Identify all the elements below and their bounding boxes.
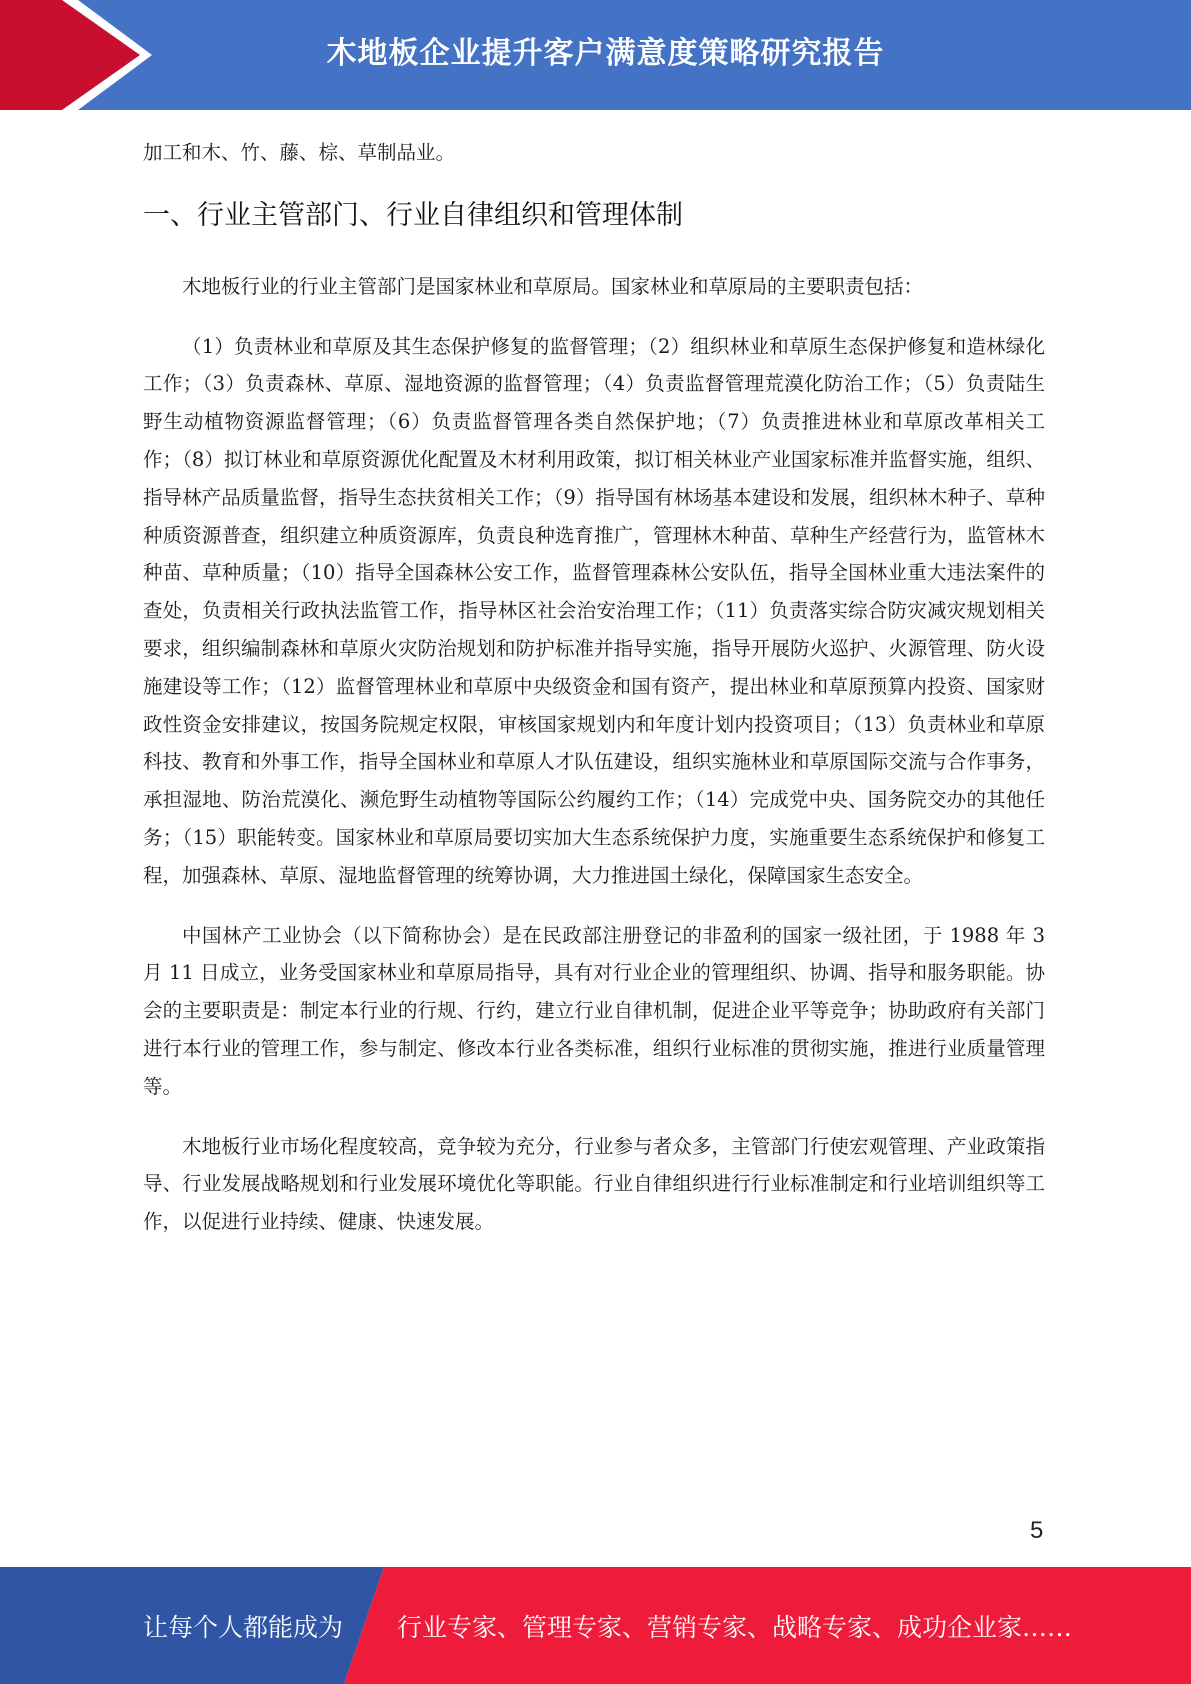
- lead-line: 加工和木、竹、藤、棕、草制品业。: [143, 141, 456, 164]
- footer-slogan-right: 行业专家、管理专家、营销专家、战略专家、成功企业家……: [397, 1612, 1073, 1642]
- paragraph-3: 中国林产工业协会（以下简称协会）是在民政部注册登记的非盈利的国家一级社团，于 1988 年 3 月 11 日成立，业务受国家林业和草原局指导，具有对行业企业的管理组织、协调、指导和服务职能。协会的主要职责是：制定本行业的行规、行约，建立行业自律机制，促进企业平等竞争；协助政府有关部门进行本行业的管理工作，参与制定、修改本行业各类标准，组织行业标准的贯彻实施，推进行业质量管理等。: [143, 923, 1045, 1098]
- header-red-chevron: [0, 0, 140, 110]
- paragraph-1: 木地板行业的行业主管部门是国家林业和草原局。国家林业和草原局的主要职责包括：: [182, 274, 924, 298]
- page-footer: [0, 1567, 1191, 1684]
- report-title: 木地板企业提升客户满意度策略研究报告: [326, 36, 885, 71]
- document-body: [143, 134, 1045, 1241]
- paragraph-4: 木地板行业市场化程度较高，竞争较为充分，行业参与者众多，主管部门行使宏观管理、产业政策指导、行业发展战略规划和行业发展环境优化等职能。行业自律组织进行行业标准制定和行业培训组织等工作，以促进行业持续、健康、快速发展。: [143, 1134, 1045, 1234]
- page-number: 5: [1030, 1517, 1044, 1544]
- footer-slogan-left: 让每个人都能成为: [143, 1612, 344, 1642]
- page-header: [0, 0, 1191, 110]
- paragraph-2: （1）负责林业和草原及其生态保护修复的监督管理；（2）组织林业和草原生态保护修复和造林绿化工作；（3）负责森林、草原、湿地资源的监督管理；（4）负责监督管理荒漠化防治工作；（5）负责陆生野生动植物资源监督管理；（6）负责监督管理各类自然保护地；（7）负责推进林业和草原改革相关工作；（8）拟订林业和草原资源优化配置及木材利用政策，拟订相关林业产业国家标准并监督实施，组织、指导林产品质量监督，指导生态扶贫相关工作；（9）指导国有林场基本建设和发展，组织林木种子、草种种质资源普查，组织建立种质资源库，负责良种选育推广，管理林木种苗、草种生产经营行为，监管林木种苗、草种质量；（10）指导全国森林公安工作，监督管理森林公安队伍，指导全国林业重大违法案件的查处，负责相关行政执法监管工作，指导林区社会治安治理工作；（11）负责落实综合防灾减灾规划相关要求，组织编制森林和草原火灾防治规划和防护标准并指导实施，指导开展防火巡护、火源管理、防火设施建设等工作；（12）监督管理林业和草原中央级资金和国有资产，提出林业和草原预算内投资、国家财政性资金安排建议，按国务院规定权限，审核国家规划内和年度计划内投资项目；（13）负责林业和草原科技、教育和外事工作，指导全国林业和草原人才队伍建设，组织实施林业和草原国际交流与合作事务，承担湿地、防治荒漠化、濒危野生动植物等国际公约履约工作；（14）完成党中央、国务院交办的其他任务；（15）职能转变。国家林业和草原局要切实加大生态系统保护力度，实施重要生态系统保护和修复工程，加强森林、草原、湿地监督管理的统筹协调，大力推进国土绿化，保障国家生态安全。: [143, 334, 1045, 887]
- section-heading: 一、行业主管部门、行业自律组织和管理体制: [143, 199, 683, 231]
